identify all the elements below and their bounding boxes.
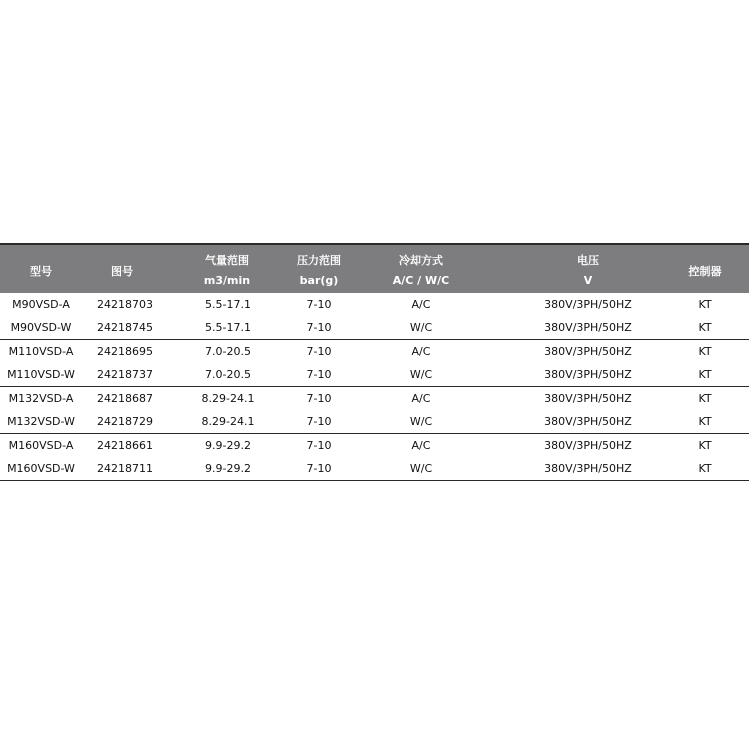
cell-voltage: 380V/3PH/50HZ xyxy=(544,345,632,358)
model-group xyxy=(0,293,749,340)
cell-drawing-number: 24218687 xyxy=(97,392,153,405)
header-controller xyxy=(680,245,730,293)
header-flow-range xyxy=(162,245,292,293)
header-voltage-label: 电压 xyxy=(577,254,599,267)
cell-drawing-number: 24218729 xyxy=(97,415,153,428)
cell-pressure-range: 7-10 xyxy=(306,368,332,381)
header-model xyxy=(0,245,82,293)
cell-flow-range: 8.29-24.1 xyxy=(201,392,255,405)
header-flow-range-label: 气量范围 xyxy=(205,254,249,267)
cell-flow-range: 8.29-24.1 xyxy=(201,415,255,428)
cell-controller: KT xyxy=(698,345,712,358)
header-voltage xyxy=(496,245,680,293)
cell-drawing-number: 24218711 xyxy=(97,462,153,475)
cell-controller: KT xyxy=(698,439,712,452)
cell-model: M132VSD-W xyxy=(7,415,75,428)
cell-cooling-method: A/C xyxy=(411,298,431,311)
table-row xyxy=(0,410,749,433)
cell-model: M160VSD-W xyxy=(7,462,75,475)
cell-model: M90VSD-A xyxy=(12,298,70,311)
cell-model: M90VSD-W xyxy=(10,321,72,334)
cell-pressure-range: 7-10 xyxy=(306,462,332,475)
model-group xyxy=(0,434,749,481)
cell-voltage: 380V/3PH/50HZ xyxy=(544,462,632,475)
cell-controller: KT xyxy=(698,298,712,311)
cell-cooling-method: A/C xyxy=(411,345,431,358)
header-drawing-number-label: 图号 xyxy=(111,265,133,278)
cell-controller: KT xyxy=(698,392,712,405)
header-voltage-unit: V xyxy=(583,274,593,287)
cell-cooling-method: A/C xyxy=(411,392,431,405)
header-pressure-range-unit: bar(g) xyxy=(299,274,339,287)
cell-drawing-number: 24218737 xyxy=(97,368,153,381)
cell-flow-range: 5.5-17.1 xyxy=(205,298,251,311)
cell-controller: KT xyxy=(698,368,712,381)
cell-model: M160VSD-A xyxy=(8,439,74,452)
cell-cooling-method: W/C xyxy=(409,321,433,334)
table-row xyxy=(0,457,749,480)
model-group xyxy=(0,340,749,387)
header-cooling-method-label: 冷却方式 xyxy=(399,254,443,267)
table-row xyxy=(0,387,749,410)
cell-pressure-range: 7-10 xyxy=(306,439,332,452)
cell-model: M110VSD-W xyxy=(7,368,75,381)
cell-cooling-method: W/C xyxy=(409,368,433,381)
cell-voltage: 380V/3PH/50HZ xyxy=(544,439,632,452)
header-cooling-method-unit: A/C / W/C xyxy=(392,274,450,287)
table-row xyxy=(0,434,749,457)
cell-drawing-number: 24218745 xyxy=(97,321,153,334)
cell-flow-range: 9.9-29.2 xyxy=(205,439,251,452)
cell-pressure-range: 7-10 xyxy=(306,321,332,334)
cell-controller: KT xyxy=(698,321,712,334)
cell-voltage: 380V/3PH/50HZ xyxy=(544,368,632,381)
cell-controller: KT xyxy=(698,462,712,475)
cell-drawing-number: 24218703 xyxy=(97,298,153,311)
cell-cooling-method: W/C xyxy=(409,462,433,475)
header-controller-label: 控制器 xyxy=(688,265,722,278)
cell-cooling-method: W/C xyxy=(409,415,433,428)
spec-table xyxy=(0,243,749,481)
cell-voltage: 380V/3PH/50HZ xyxy=(544,321,632,334)
header-drawing-number xyxy=(82,245,162,293)
cell-pressure-range: 7-10 xyxy=(306,392,332,405)
cell-model: M110VSD-A xyxy=(8,345,74,358)
cell-voltage: 380V/3PH/50HZ xyxy=(544,298,632,311)
table-row xyxy=(0,293,749,316)
table-row xyxy=(0,340,749,363)
cell-flow-range: 9.9-29.2 xyxy=(205,462,251,475)
cell-flow-range: 7.0-20.5 xyxy=(205,368,251,381)
cell-pressure-range: 7-10 xyxy=(306,345,332,358)
table-row xyxy=(0,363,749,386)
header-model-label: 型号 xyxy=(30,265,52,278)
model-group xyxy=(0,387,749,434)
header-pressure-range-label: 压力范围 xyxy=(297,254,341,267)
cell-drawing-number: 24218661 xyxy=(97,439,153,452)
table-header xyxy=(0,243,749,293)
cell-flow-range: 5.5-17.1 xyxy=(205,321,251,334)
cell-pressure-range: 7-10 xyxy=(306,415,332,428)
cell-cooling-method: A/C xyxy=(411,439,431,452)
header-flow-range-unit: m3/min xyxy=(203,274,251,287)
cell-flow-range: 7.0-20.5 xyxy=(205,345,251,358)
table-row xyxy=(0,316,749,339)
table-body xyxy=(0,293,749,481)
cell-voltage: 380V/3PH/50HZ xyxy=(544,415,632,428)
cell-model: M132VSD-A xyxy=(8,392,74,405)
cell-pressure-range: 7-10 xyxy=(306,298,332,311)
header-pressure-range xyxy=(292,245,346,293)
cell-voltage: 380V/3PH/50HZ xyxy=(544,392,632,405)
cell-controller: KT xyxy=(698,415,712,428)
header-cooling-method xyxy=(346,245,496,293)
cell-drawing-number: 24218695 xyxy=(97,345,153,358)
